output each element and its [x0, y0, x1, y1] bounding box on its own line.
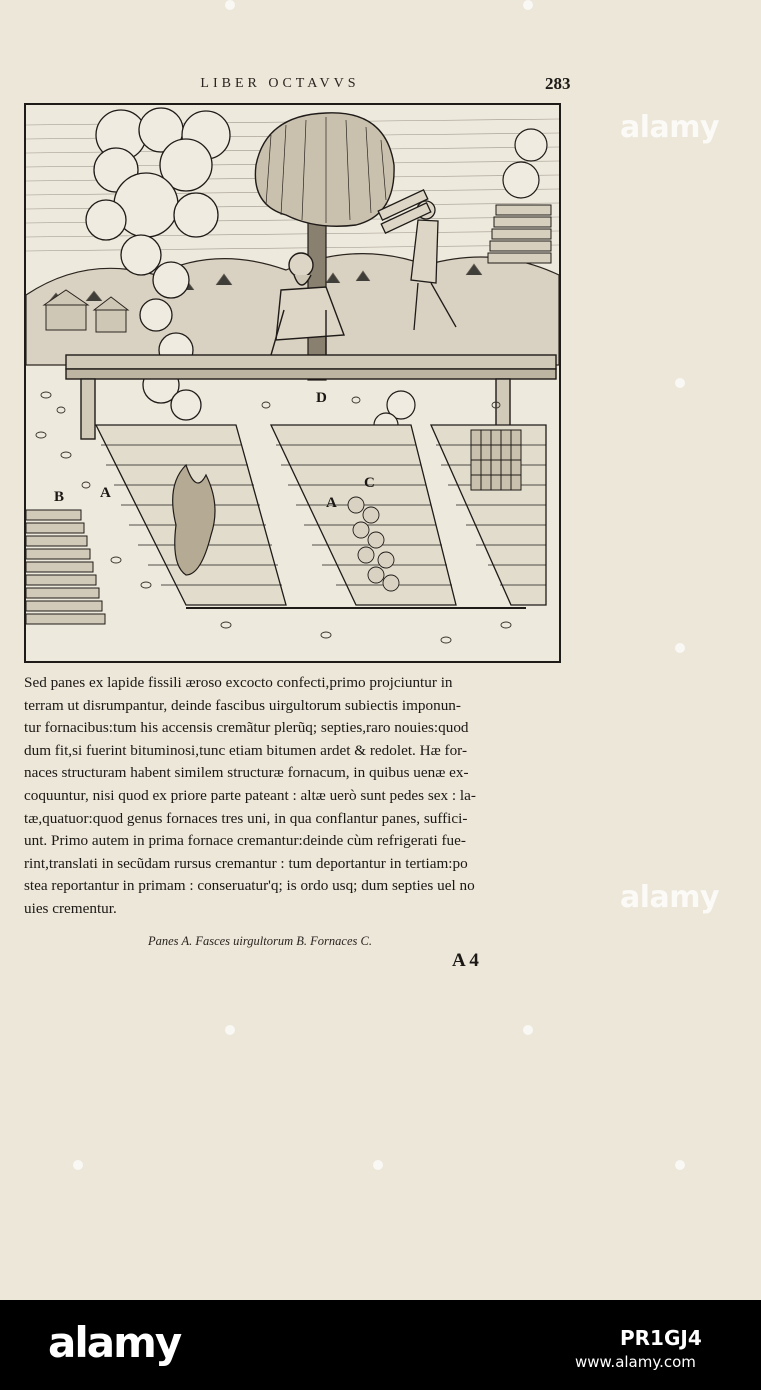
watermark-dot — [675, 1160, 685, 1170]
text-line: dum fit,si fuerint bituminosi,tunc etiam bitumen ardet & redolet. Hæ for- — [24, 741, 467, 759]
figure-label-b: B — [54, 489, 65, 505]
furnaces — [96, 425, 546, 608]
watermark-dot — [225, 1025, 235, 1035]
brand-logo: alamy — [48, 1318, 181, 1367]
page-number: 283 — [545, 74, 571, 93]
watermark-dot — [523, 0, 533, 10]
watermark-dot — [73, 1160, 83, 1170]
text-line: unt. Primo autem in prima fornace cremantur:deinde cùm refrigerati fue- — [24, 832, 466, 850]
watermark-text: alamy — [620, 880, 720, 915]
watermark-dot — [373, 1160, 383, 1170]
text-line: stea reportantur in primam : conseruatur'q; is ordo usq; dum septies uel no — [24, 877, 475, 895]
woodcut-illustration — [24, 103, 561, 663]
figure-caption: Panes A. Fasces uirgultorum B. Fornaces C. — [148, 934, 372, 948]
site-url: www.alamy.com — [575, 1353, 696, 1371]
text-line: tur fornacibus:tum his accensis cremãtur plerũq; septies,raro nouies:quod — [24, 719, 469, 737]
watermark-text: alamy — [620, 110, 720, 145]
text-line: uies crementur. — [24, 899, 117, 917]
brushwood-bundles — [26, 510, 105, 624]
woodpile — [488, 205, 551, 263]
image-id: PR1GJ4 — [620, 1326, 702, 1350]
watermark-dot — [523, 1025, 533, 1035]
running-header: LIBER OCTAVVS — [200, 76, 360, 91]
signature-mark: A 4 — [452, 950, 479, 971]
woodcut-drawing — [26, 105, 559, 661]
figure-label-a-right: A — [326, 495, 337, 511]
text-line: naces structuram habent similem structuræ fornacum, in quibus uenæ ex- — [24, 764, 469, 782]
text-line: terram ut disrumpantur, deinde fascibus uirgultorum subiectis imponun- — [24, 696, 461, 714]
watermark-dot — [675, 378, 685, 388]
text-line: rint,translati in secũdam rursus cremantur : tum deportantur in tertiam:po — [24, 854, 468, 872]
body-paragraph — [24, 672, 590, 921]
figure-label-a-left: A — [100, 485, 111, 501]
figure-label-c: C — [364, 475, 375, 491]
text-line: tæ,quatuor:quod genus fornaces tres uni, in qua conflantur panes, suffici- — [24, 809, 468, 827]
watermark-dot — [225, 0, 235, 10]
figure-label-d: D — [316, 390, 327, 406]
text-line: Sed panes ex lapide fissili æroso excocto confecti,primo projciuntur in — [24, 674, 453, 691]
text-line: coquuntur, nisi quod ex priore parte pateant : altæ uerò sunt pedes sex : la- — [24, 786, 476, 804]
watermark-dot — [675, 643, 685, 653]
